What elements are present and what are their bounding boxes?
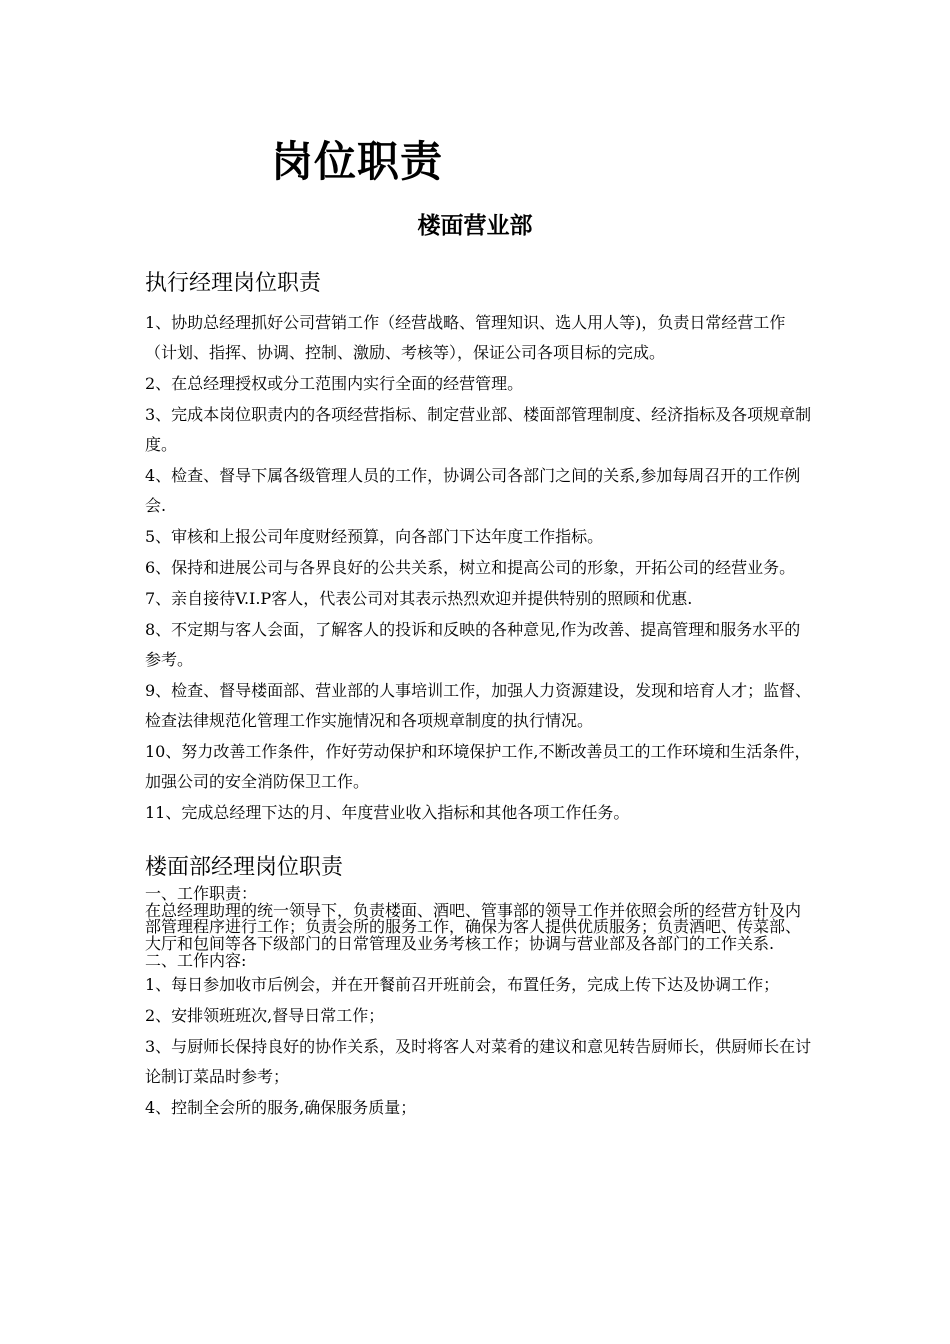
document-body bbox=[145, 266, 815, 1124]
department-title: 楼面营业部 bbox=[417, 213, 533, 239]
duty-item: 3、完成本岗位职责内的各项经营指标、制定营业部、楼面部管理制度、经济指标及各项规章制度。 bbox=[145, 405, 812, 454]
duty-item: 1、协助总经理抓好公司营销工作（经营战略、管理知识、选人用人等)，负责日常经营工作（计划、指挥、协调、控制、激励、考核等），保证公司各项目标的完成。 bbox=[145, 313, 786, 362]
duty-item: 10、努力改善工作条件，作好劳动保护和环境保护工作,不断改善员工的工作环境和生活条件，加强公司的安全消防保卫工作。 bbox=[145, 742, 811, 791]
duty-item: 6、保持和进展公司与各界良好的公共关系，树立和提高公司的形象，开拓公司的经营业务。 bbox=[145, 558, 796, 577]
section-heading-floor-manager: 楼面部经理岗位职责 bbox=[145, 855, 344, 880]
work-item: 4、控制全会所的服务,确保服务质量； bbox=[145, 1097, 417, 1117]
floor-manager-work-list bbox=[145, 970, 815, 1123]
duty-item: 2、在总经理授权或分工范围内实行全面的经营管理。 bbox=[145, 374, 524, 393]
work-content-label: 二、工作内容: bbox=[145, 951, 247, 970]
duty-item: 4、检查、督导下属各级管理人员的工作，协调公司各部门之间的关系,参加每周召开的工作例会. bbox=[145, 466, 801, 515]
work-item: 2、安排领班班次,督导日常工作； bbox=[145, 1005, 385, 1025]
duty-item: 5、审核和上报公司年度财经预算，向各部门下达年度工作指标。 bbox=[145, 527, 604, 546]
section-heading-executive-manager: 执行经理岗位职责 bbox=[145, 271, 322, 296]
work-duty-label: 一、工作职责： bbox=[145, 884, 258, 903]
duty-item: 8、不定期与客人会面，了解客人的投诉和反映的各种意见,作为改善、提高管理和服务水平的参考。 bbox=[145, 620, 801, 669]
executive-manager-duty-list bbox=[145, 308, 815, 828]
duty-item: 9、检查、督导楼面部、营业部的人事培训工作，加强人力资源建设，发现和培育人才；监督、检查法律规范化管理工作实施情况和各项规章制度的执行情况。 bbox=[145, 681, 812, 730]
work-item: 3、与厨师长保持良好的协作关系，及时将客人对菜肴的建议和意见转告厨师长，供厨师长在讨论制订菜品时参考； bbox=[145, 1036, 812, 1086]
document-title: 岗位职责 bbox=[271, 137, 444, 186]
duty-item: 11、完成总经理下达的月、年度营业收入指标和其他各项工作任务。 bbox=[145, 803, 630, 822]
work-duty-text: 在总经理助理的统一领导下，负责楼面、酒吧、管事部的领导工作并依照会所的经营方针及内部管理程序进行工作；负责会所的服务工作，确保为客人提供优质服务；负责酒吧、传菜部、大厅和包间等各下级部门的日常管理及业务考核工作；协调与营业部及各部门的工作关系. bbox=[145, 900, 802, 953]
duty-item: 7、亲自接待V.I.P客人，代表公司对其表示热烈欢迎并提供特别的照顾和优惠. bbox=[145, 589, 693, 608]
work-item: 1、每日参加收市后例会，并在开餐前召开班前会，布置任务，完成上传下达及协调工作； bbox=[145, 974, 780, 994]
